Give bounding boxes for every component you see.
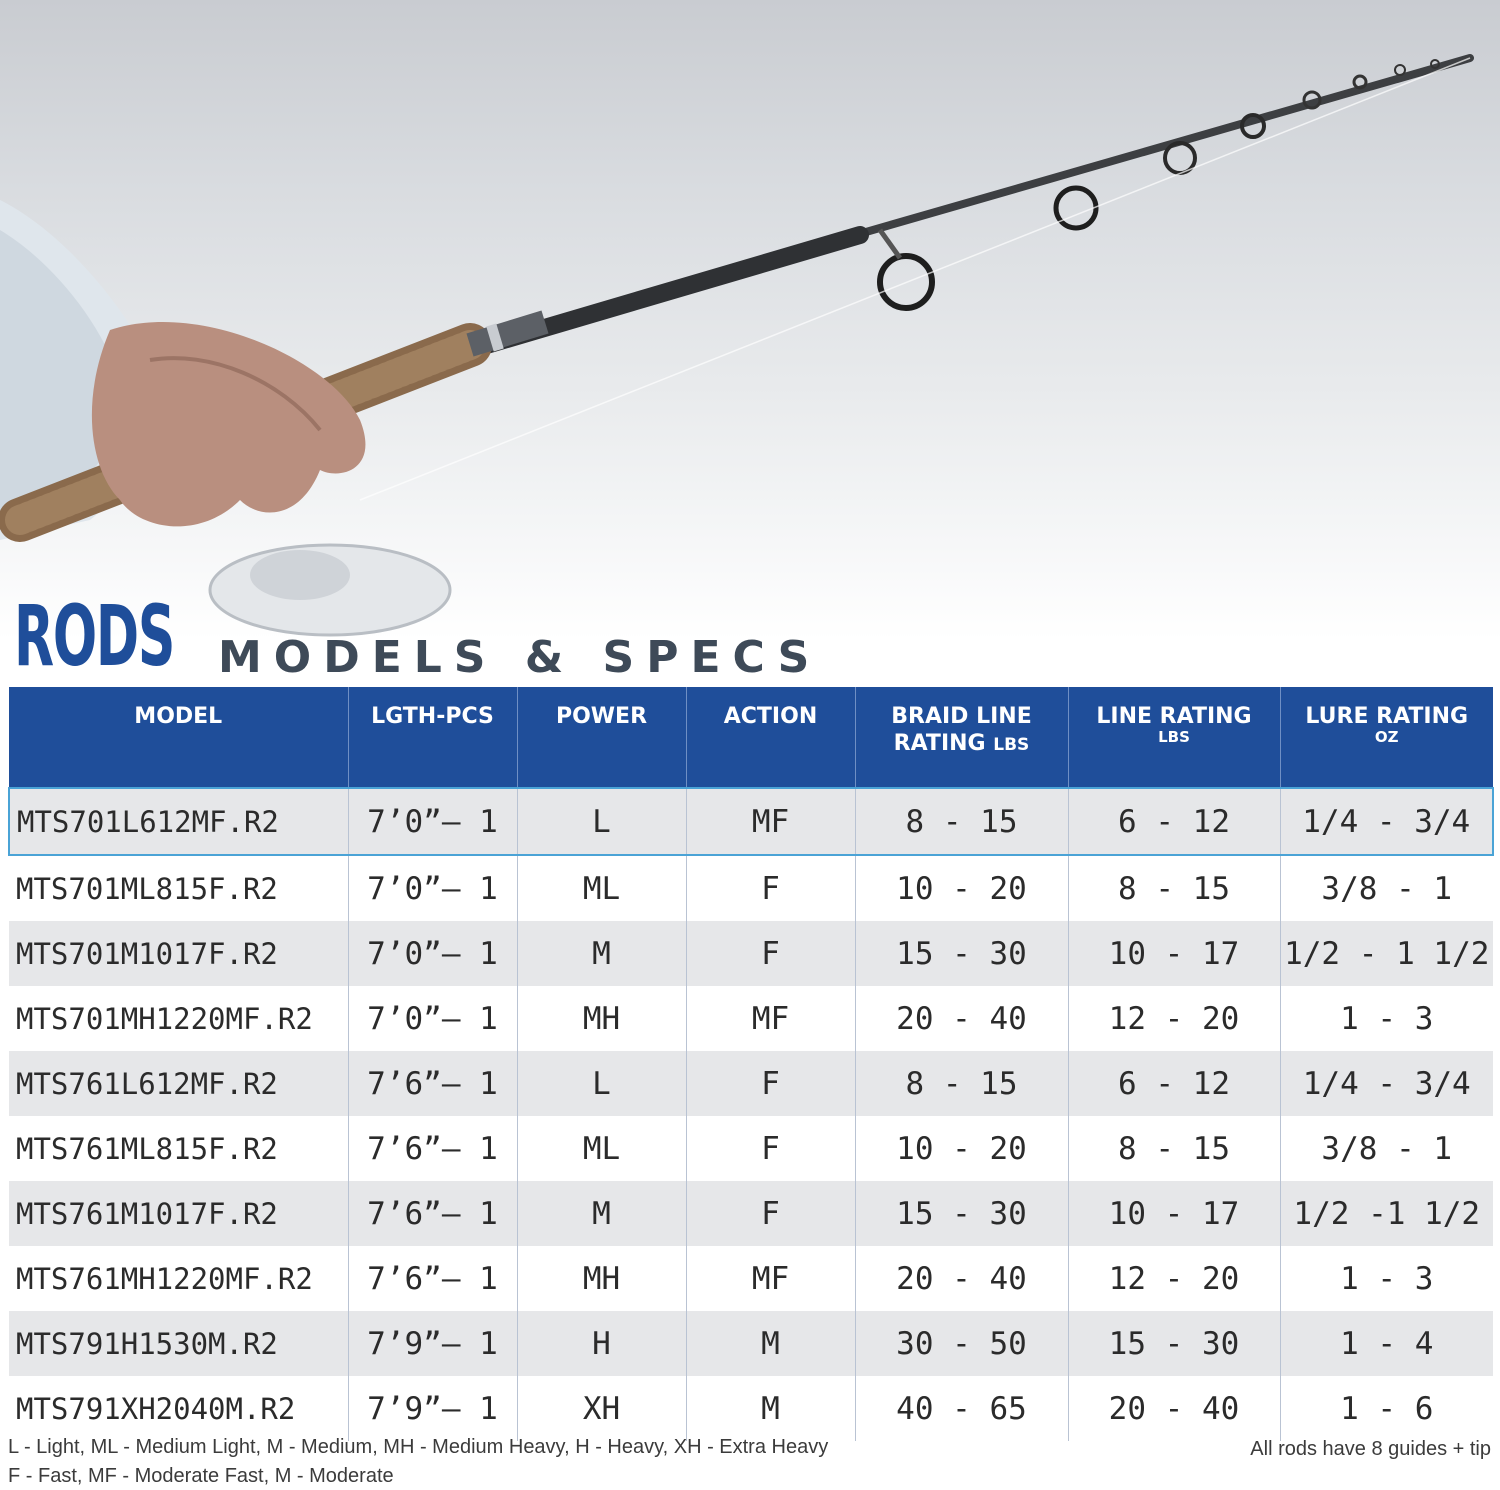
table-row[interactable] (9, 1181, 1493, 1246)
cell-action: F (686, 855, 855, 921)
cell-model: MTS761ML815F.R2 (9, 1116, 348, 1181)
cell-braid: 40 - 65 (855, 1376, 1068, 1441)
table-row[interactable] (9, 1116, 1493, 1181)
cell-line: 8 - 15 (1068, 855, 1280, 921)
header-line-rating (1068, 687, 1280, 788)
cell-length: 7’6”– 1 (348, 1051, 517, 1116)
cell-action: MF (686, 986, 855, 1051)
cell-line: 10 - 17 (1068, 1181, 1280, 1246)
cell-action: F (686, 921, 855, 986)
cell-power: XH (517, 1376, 686, 1441)
cell-power: H (517, 1311, 686, 1376)
cell-action: F (686, 1116, 855, 1181)
cell-line: 10 - 17 (1068, 921, 1280, 986)
header-lure-rating-label: LURE RATING (1305, 704, 1469, 729)
cell-braid: 10 - 20 (855, 1116, 1068, 1181)
guides-note: All rods have 8 guides + tip (1250, 1438, 1491, 1460)
cell-length: 7’6”– 1 (348, 1181, 517, 1246)
table-row[interactable] (9, 986, 1493, 1051)
table-row[interactable] (9, 1246, 1493, 1311)
cell-length: 7’9”– 1 (348, 1311, 517, 1376)
cell-lure: 3/8 - 1 (1280, 855, 1493, 921)
cell-model: MTS701M1017F.R2 (9, 921, 348, 986)
fishing-rod-illustration (0, 0, 1500, 640)
cell-power: L (517, 1051, 686, 1116)
table-header-row (9, 687, 1493, 788)
cell-length: 7’0”– 1 (348, 855, 517, 921)
cell-action: M (686, 1376, 855, 1441)
cell-lure: 1/4 - 3/4 (1280, 788, 1493, 855)
cell-braid: 8 - 15 (855, 1051, 1068, 1116)
table-row[interactable] (9, 855, 1493, 921)
cell-model: MTS701MH1220MF.R2 (9, 986, 348, 1051)
cell-braid: 30 - 50 (855, 1311, 1068, 1376)
cell-length: 7’0”– 1 (348, 986, 517, 1051)
table-row[interactable] (9, 788, 1493, 855)
cell-length: 7’6”– 1 (348, 1246, 517, 1311)
cell-line: 8 - 15 (1068, 1116, 1280, 1181)
cell-power: M (517, 921, 686, 986)
cell-lure: 1 - 3 (1280, 986, 1493, 1051)
cell-model: MTS791H1530M.R2 (9, 1311, 348, 1376)
cell-action: MF (686, 788, 855, 855)
header-length: LGTH-PCS (348, 687, 517, 788)
cell-length: 7’0”– 1 (348, 788, 517, 855)
header-braid-unit: LBS (993, 735, 1030, 755)
cell-lure: 1/2 - 1 1/2 (1280, 921, 1493, 986)
cell-line: 12 - 20 (1068, 986, 1280, 1051)
cell-model: MTS701ML815F.R2 (9, 855, 348, 921)
cell-length: 7’0”– 1 (348, 921, 517, 986)
header-lure-rating (1280, 687, 1493, 788)
cell-action: M (686, 1311, 855, 1376)
cell-lure: 1/4 - 3/4 (1280, 1051, 1493, 1116)
cell-lure: 1/2 -1 1/2 (1280, 1181, 1493, 1246)
action-legend: F - Fast, MF - Moderate Fast, M - Moderate (8, 1465, 394, 1487)
header-braid-line (855, 687, 1068, 788)
cell-lure: 1 - 3 (1280, 1246, 1493, 1311)
table-row[interactable] (9, 1376, 1493, 1441)
cell-braid: 20 - 40 (855, 1246, 1068, 1311)
cell-braid: 8 - 15 (855, 788, 1068, 855)
cell-action: F (686, 1051, 855, 1116)
cell-braid: 15 - 30 (855, 1181, 1068, 1246)
cell-model: MTS761L612MF.R2 (9, 1051, 348, 1116)
cell-lure: 1 - 4 (1280, 1311, 1493, 1376)
header-braid-line-label: BRAID LINE (891, 704, 1032, 729)
cell-power: MH (517, 986, 686, 1051)
cell-power: ML (517, 1116, 686, 1181)
table-row[interactable] (9, 921, 1493, 986)
cell-braid: 10 - 20 (855, 855, 1068, 921)
cell-action: MF (686, 1246, 855, 1311)
header-line-rating-label: LINE RATING (1096, 704, 1252, 729)
cell-power: L (517, 788, 686, 855)
cell-line: 6 - 12 (1068, 1051, 1280, 1116)
cell-lure: 3/8 - 1 (1280, 1116, 1493, 1181)
cell-model: MTS761MH1220MF.R2 (9, 1246, 348, 1311)
cell-braid: 15 - 30 (855, 921, 1068, 986)
page-title: RODS (14, 587, 175, 685)
cell-model: MTS791XH2040M.R2 (9, 1376, 348, 1441)
cell-line: 6 - 12 (1068, 788, 1280, 855)
cell-line: 15 - 30 (1068, 1311, 1280, 1376)
page-subtitle: MODELS & SPECS (218, 632, 822, 683)
hero-photo (0, 0, 1500, 640)
header-lure-unit: OZ (1374, 728, 1399, 746)
cell-action: F (686, 1181, 855, 1246)
cell-power: ML (517, 855, 686, 921)
cell-length: 7’6”– 1 (348, 1116, 517, 1181)
header-braid-line-label-2: RATING (893, 731, 986, 756)
table-row[interactable] (9, 1311, 1493, 1376)
header-action: ACTION (686, 687, 855, 788)
cell-braid: 20 - 40 (855, 986, 1068, 1051)
table-row[interactable] (9, 1051, 1493, 1116)
specs-table (8, 687, 1494, 1441)
power-legend: L - Light, ML - Medium Light, M - Medium, MH - Medium Heavy, H - Heavy, XH - Extra Heavy (8, 1436, 829, 1458)
cell-line: 12 - 20 (1068, 1246, 1280, 1311)
header-power: POWER (517, 687, 686, 788)
cell-model: MTS761M1017F.R2 (9, 1181, 348, 1246)
header-line-unit: LBS (1158, 728, 1190, 746)
header-model: MODEL (9, 687, 348, 788)
cell-length: 7’9”– 1 (348, 1376, 517, 1441)
cell-model: MTS701L612MF.R2 (9, 788, 348, 855)
cell-line: 20 - 40 (1068, 1376, 1280, 1441)
cell-lure: 1 - 6 (1280, 1376, 1493, 1441)
cell-power: M (517, 1181, 686, 1246)
cell-power: MH (517, 1246, 686, 1311)
